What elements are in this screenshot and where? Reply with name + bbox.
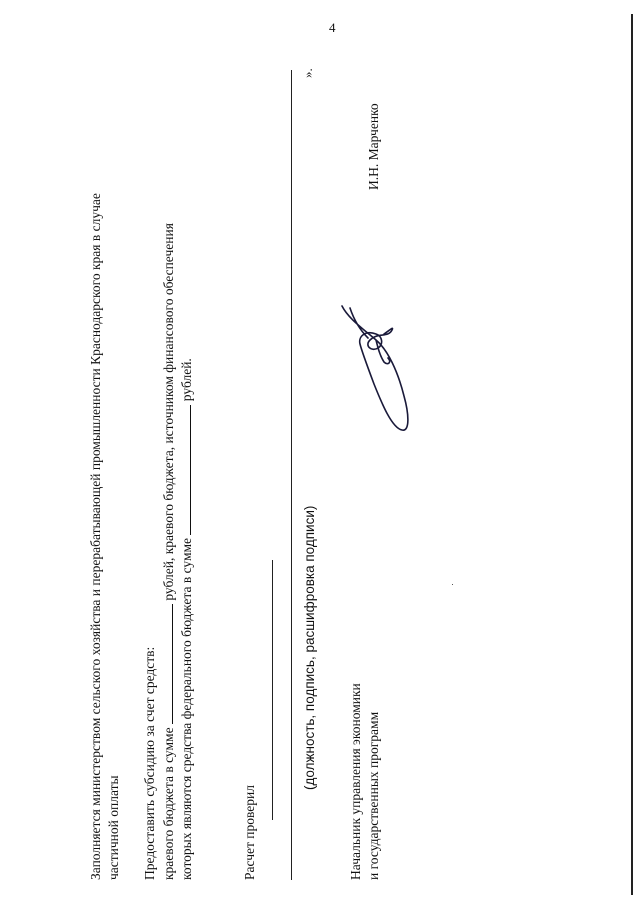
closing-quote: ». <box>300 68 315 78</box>
subsidy-regional-suffix: рублей, краевого бюджета, источником финансового обеспечения <box>161 223 176 601</box>
subsidy-federal-suffix: рублей. <box>179 358 194 402</box>
intro-line-1: Заполняется министерством сельского хозяйства и перерабатывающей промышленности Краснодарского края в случае <box>88 193 103 880</box>
rotated-document-body <box>8 60 618 880</box>
intro-line-2: частичной оплаты <box>106 775 121 880</box>
page-number: 4 <box>329 20 336 35</box>
check-label: Расчет проверил <box>242 784 257 880</box>
subsidy-federal-prefix: которых являются средства федерального бюджета в сумме <box>179 537 194 880</box>
subsidy-line-2 <box>160 223 177 880</box>
check-caption: (должность, подпись, расшифровка подписи) <box>302 505 317 790</box>
check-signature-line <box>291 70 292 880</box>
subsidy-line-1: Предоставить субсидию за счет средств: <box>142 646 157 880</box>
federal-amount-blank <box>178 405 191 535</box>
regional-amount-blank <box>160 604 173 724</box>
page-edge-rule <box>631 14 633 895</box>
position-line-1: Начальник управления экономики <box>348 683 363 880</box>
position-line-2: и государственных программ <box>366 711 381 880</box>
signatory-name: И.Н. Марченко <box>366 103 381 190</box>
subsidy-line-3 <box>178 358 195 880</box>
subsidy-regional-prefix: краевого бюджета в сумме <box>161 727 176 880</box>
check-signature-line-upper <box>272 560 273 820</box>
